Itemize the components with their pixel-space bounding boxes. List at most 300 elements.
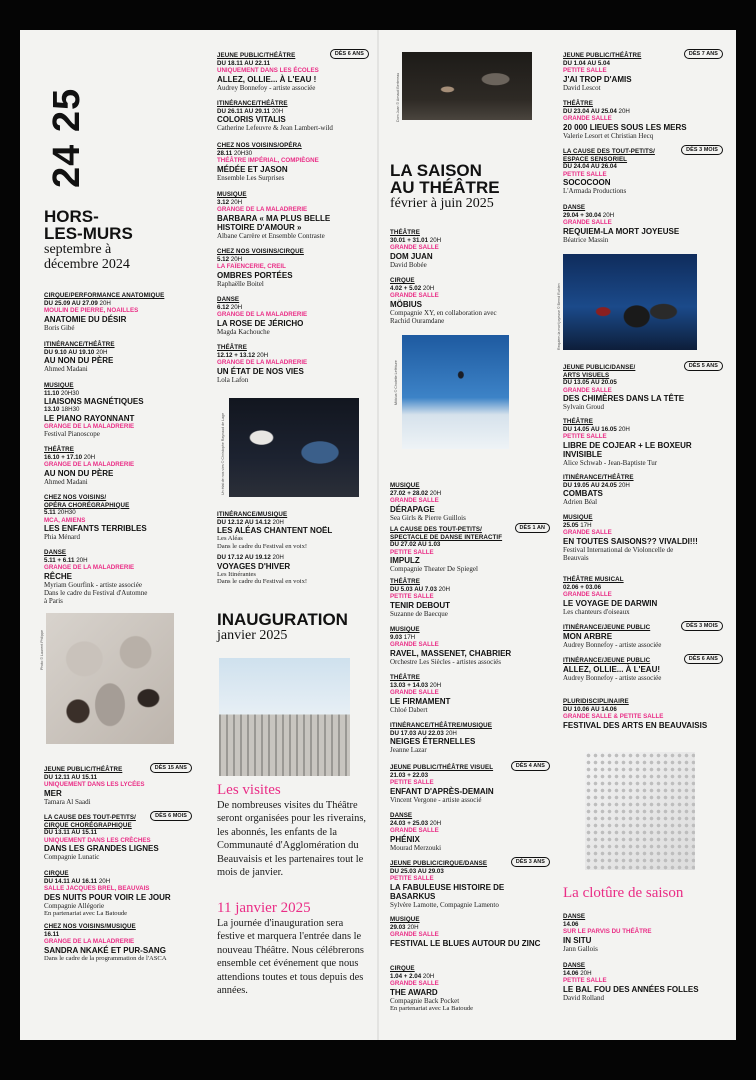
cloture-events-1-time: 20H xyxy=(580,969,592,977)
event-reche xyxy=(44,549,192,605)
col4-1-venue: GRANDE SALLE xyxy=(563,115,612,123)
event-medee-jason xyxy=(217,142,369,182)
col2-5-credit: Magda Kachouche xyxy=(217,327,270,336)
photo-white-pattern xyxy=(585,752,695,870)
col1-0-cat: CIRQUE/PERFORMANCE ANATOMIQUE xyxy=(44,292,165,299)
col3b-7-date: 24.03 + 25.03 xyxy=(390,819,429,827)
col1-3-title: AU NON DU PÈRE xyxy=(44,468,114,478)
col1-0-title: ANATOMIE DU DÉSIR xyxy=(44,314,127,324)
col3b-1-badge: DÈS 1 AN xyxy=(515,523,550,533)
col1-4-credit: Phia Ménard xyxy=(44,533,80,542)
col1b-1-badge: DÈS 6 MOIS xyxy=(150,811,192,821)
col2-0-title: ALLEZ, OLLIE... À L'EAU ! xyxy=(217,74,317,84)
col1-3-time: 20H xyxy=(83,453,96,461)
col1b-2-title: DES NUITS POUR VOIR LE JOUR xyxy=(44,892,171,902)
col4b-3-cat: MUSIQUE xyxy=(563,514,593,521)
col1b-1-venue: UNIQUEMENT DANS LES CRÈCHES xyxy=(44,836,151,844)
col2-6-cat: THÉÂTRE xyxy=(217,344,247,351)
col4b-7-title: FESTIVAL DES ARTS EN BEAUVAISIS xyxy=(563,720,708,730)
col1b-2-date: DU 14.11 AU 16.11 xyxy=(44,877,98,885)
event-enfant-apres-demain xyxy=(390,764,550,804)
col4b-2-title: COMBATS xyxy=(563,489,603,499)
col3b-10-date: 1.04 + 2.04 xyxy=(390,972,422,980)
event-grandes-lignes xyxy=(44,814,192,862)
col4b-6-title: ALLEZ, OLLIE... À L'EAU! xyxy=(563,664,661,674)
col2b-0-title: LES ALÉAS CHANTENT NOËL xyxy=(217,526,333,536)
col2-0-credit: Audrey Bonnefoy - artiste associée xyxy=(217,83,316,92)
col3b-10-note1: En partenariat avec La Batoude xyxy=(390,1004,474,1012)
col3b-10-time: 20H xyxy=(422,972,435,980)
hors-les-murs-header xyxy=(44,208,192,272)
event-blues-zinc xyxy=(390,916,550,948)
col4b-6-badge: DÈS 6 ANS xyxy=(684,654,723,664)
inauguration-date-heading: 11 janvier 2025 xyxy=(217,900,311,916)
col1-2-cat: MUSIQUE xyxy=(44,382,74,389)
event-phenix xyxy=(390,812,550,852)
col1-2-venue: GRANGE DE LA MALADRERIE xyxy=(44,422,135,430)
event-trop-damis xyxy=(563,52,723,92)
col1-2-date: 11.10 xyxy=(44,389,60,397)
col4-3-time: 20H xyxy=(602,211,615,219)
event-etat-de-nos-vies xyxy=(217,344,369,384)
col4-2-cat2: ESPACE SENSORIEL xyxy=(563,155,628,163)
col4b-4-cat: THÉÂTRE MUSICAL xyxy=(563,576,624,583)
col4b-4-date: 02.06 + 03.06 xyxy=(563,583,602,591)
photo_credits-p3: Dom Juan © Arnaud Bertereau xyxy=(396,72,400,122)
col3b-3-time: 17H xyxy=(403,633,416,641)
col1-1-time: 20H xyxy=(96,348,108,356)
col3b-8-date: DU 25.03 AU 29.03 xyxy=(390,867,444,875)
col1b-3-title: SANDRA NKAKÉ ET PUR-SANG xyxy=(44,945,166,955)
col4b-0-cat2: ARTS VISUELS xyxy=(563,371,610,379)
col4b-1-date: DU 14.05 AU 16.05 xyxy=(563,425,617,433)
visites-heading: Les visites xyxy=(217,782,281,798)
event-ravel xyxy=(390,626,550,666)
col3b-6-venue: PETITE SALLE xyxy=(390,779,434,787)
col3b-8-title: LA FABULEUSE HISTOIRE DE BASARKUS xyxy=(390,882,505,901)
col3b-2-time: 20H xyxy=(438,585,450,593)
col4b-1-credit: Alice Schwab - Jean-Baptiste Tur xyxy=(563,458,658,467)
col2b-0-date: DU 12.12 AU 14.12 xyxy=(217,518,271,526)
col4b-0-badge: DÈS 5 ANS xyxy=(684,361,723,371)
col1-4-cat2: OPÉRA CHORÉGRAPHIQUE xyxy=(44,501,130,509)
col3b-2-cat: THÉÂTRE xyxy=(390,578,420,585)
col4-3-venue: GRANDE SALLE xyxy=(563,219,612,227)
col4-2-cat: LA CAUSE DES TOUT-PETITS/ xyxy=(563,148,655,155)
col2-6-credit: Lola Lafon xyxy=(217,375,249,384)
col2-4-credit: Raphaëlle Boitel xyxy=(217,279,264,288)
col1b-0-date: DU 12.11 AU 15.11 xyxy=(44,773,98,781)
col3b-9-title: FESTIVAL LE BLUES AUTOUR DU ZINC xyxy=(390,938,541,948)
col1b-3-venue: GRANGE DE LA MALADRERIE xyxy=(44,938,135,946)
col3b-7-time: 20H xyxy=(429,819,442,827)
col1-5-date: 5.11 + 6.11 xyxy=(44,556,75,564)
col2-1-credit: Catherine Lefeuvre & Jean Lambert-wild xyxy=(217,124,333,133)
photo-dom-juan xyxy=(402,52,532,120)
cloture-events-1-title: LE BAL FOU DES ANNÉES FOLLES xyxy=(563,984,699,994)
column-hors-les-murs-2 xyxy=(217,30,369,1040)
col4b-1-time: 20H xyxy=(618,425,630,433)
col3b-7-venue: GRANDE SALLE xyxy=(390,827,439,835)
col1-3-credit: Ahmed Madani xyxy=(44,477,88,486)
col3b-1-credit: Compagnie Theater De Spiegel xyxy=(390,565,478,574)
event-aleas-noel xyxy=(217,511,369,550)
cloture-events-1-date: 14.06 xyxy=(563,969,579,977)
col1b-1-title: DANS LES GRANDES LIGNES xyxy=(44,844,159,854)
col3b-3-cat: MUSIQUE xyxy=(390,626,420,633)
col2-2-time: 20H30 xyxy=(233,149,253,157)
col4b-1-title: LIBRE DE COJEAR + LE BOXEUR INVISIBLE xyxy=(563,440,692,459)
col4-2-venue: PETITE SALLE xyxy=(563,170,607,178)
cloture-events-0-date: 14.06 xyxy=(563,920,579,928)
col2-5-title: LA ROSE DE JÉRICHO xyxy=(217,318,304,328)
col4b-7-date: DU 10.06 AU 14.06 xyxy=(563,705,617,713)
col4-3-credit: Béatrice Massin xyxy=(563,235,609,244)
col2-4-venue: LA FAÏENCERIE, CREIL xyxy=(217,263,286,271)
col4-0-credit: David Lescot xyxy=(563,83,601,92)
col3b-4-venue: GRANDE SALLE xyxy=(390,689,439,697)
event-vivaldi xyxy=(563,514,723,562)
col3b-1-cat: LA CAUSE DES TOUT-PETITS/ xyxy=(390,526,482,533)
cloture-events-0-credit: Jann Gallois xyxy=(563,944,598,953)
cloture-events-1-venue: PETITE SALLE xyxy=(563,977,607,985)
col3b-5-credit: Jeanne Lazar xyxy=(390,746,427,755)
col1-0-time: 20H xyxy=(99,299,111,307)
col4-3-date: 29.04 + 30.04 xyxy=(563,211,602,219)
col2-1-time: 20H xyxy=(271,107,284,115)
event-neiges-eternelles xyxy=(390,722,550,754)
col2-1-cat: ITINÉRANCE/THÉÂTRE xyxy=(217,100,288,107)
event-coloris-vitalis xyxy=(217,100,369,132)
col2b-1-time: 20H xyxy=(272,554,284,561)
photo-requiem xyxy=(563,254,697,350)
col2-6-time: 20H xyxy=(256,351,269,359)
col2-6-venue: GRANGE DE LA MALADRERIE xyxy=(217,359,308,367)
col3b-7-cat: DANSE xyxy=(390,812,413,819)
col2-6-title: UN ÉTAT DE NOS VIES xyxy=(217,366,304,376)
cloture-events-0-cat: DANSE xyxy=(563,913,586,920)
col1-1-cat: ITINÉRANCE/THÉÂTRE xyxy=(44,341,115,348)
col4-0-date: DU 1.04 AU 5.04 xyxy=(563,59,610,67)
col4b-0-cat: JEUNE PUBLIC/DANSE/ xyxy=(563,364,636,371)
col1-4-title: LES ENFANTS TERRIBLES xyxy=(44,524,147,534)
col1-4-cat: CHEZ NOS VOISINS/ xyxy=(44,494,107,501)
saison-header xyxy=(390,162,550,211)
col3b-4-credit: Chloé Dabert xyxy=(390,705,428,714)
event-au-non-du-pere-2 xyxy=(44,446,192,486)
col2-1-date: DU 26.11 AU 29.11 xyxy=(217,107,271,115)
col3b-6-credit: Vincent Vergone - artiste associé xyxy=(390,795,482,804)
column-hors-les-murs xyxy=(40,30,192,1040)
inauguration-day-block xyxy=(217,900,369,997)
col4b-7-venue: GRANDE SALLE & PETITE SALLE xyxy=(563,713,664,721)
event-combats xyxy=(563,474,723,506)
col3b-8-cat: JEUNE PUBLIC/CIRQUE/DANSE xyxy=(390,860,488,867)
col4b-6-credit: Audrey Bonnefoy - artiste associée xyxy=(563,673,662,682)
event-requiem xyxy=(563,204,723,244)
event-au-non-du-pere-1 xyxy=(44,341,192,373)
col1-5-venue: GRANGE DE LA MALADRERIE xyxy=(44,564,135,572)
col2-3-date: 3.12 xyxy=(217,198,230,206)
event-tenir-debout xyxy=(390,578,550,618)
col2-0-badge: DÈS 6 ANS xyxy=(330,49,369,59)
hors-les-murs-subtitle-2: décembre 2024 xyxy=(44,257,130,272)
col4-1-title: 20 000 LIEUES SOUS LES MERS xyxy=(563,122,687,132)
col3b-4-cat: THÉÂTRE xyxy=(390,674,420,681)
col4b-5-title: MON ARBRE xyxy=(563,631,613,641)
col3b-5-title: NEIGES ÉTERNELLES xyxy=(390,737,476,747)
col3-1-title: MÖBIUS xyxy=(390,299,422,309)
col2b-1-date: DU 17.12 AU 19.12 xyxy=(217,554,271,561)
col3b-8-badge: DÈS 3 ANS xyxy=(511,857,550,867)
cloture-heading: La clotûre de saison xyxy=(563,885,684,901)
col2-3-venue: GRANGE DE LA MALADRERIE xyxy=(217,206,308,214)
col1b-2-credit: Compagnie Allégorie xyxy=(44,901,105,910)
col3b-3-date: 9.03 xyxy=(390,633,403,641)
col2-2-credit: Ensemble Les Surprises xyxy=(217,173,285,182)
col4b-2-time: 20H xyxy=(618,481,630,489)
visites-block xyxy=(217,782,369,879)
col1b-2-time: 20H xyxy=(98,877,111,885)
col2-6-date: 12.12 + 13.12 xyxy=(217,351,256,359)
event-dom-juan xyxy=(390,229,550,269)
inauguration-subtitle: janvier 2025 xyxy=(217,628,288,643)
col4-3-title: REQUIEM-LA MORT JOYEUSE xyxy=(563,226,680,236)
visites-text: De nombreuses visites du Théâtre seront organisées pour les riverains, les abonnés, les enfants de la Communauté d'Agglomération du Beauvaisis et les partenaires tout le mois de janvier. xyxy=(217,800,366,879)
cloture-events-1-cat: DANSE xyxy=(563,962,586,969)
col1-1-credit: Ahmed Madani xyxy=(44,365,88,374)
photo_credits-p1: Photo © Laurent Philippe xyxy=(40,629,44,670)
col4b-4-title: LE VOYAGE DE DARWIN xyxy=(563,598,658,608)
col2-4-cat: CHEZ NOS VOISINS/CIRQUE xyxy=(217,248,304,255)
event-enfants-terribles xyxy=(44,494,192,542)
event-bal-fou xyxy=(563,962,723,1002)
col1b-2-venue: SALLE JACQUES BREL, BEAUVAIS xyxy=(44,885,150,893)
col1-0-credit: Boris Gibé xyxy=(44,323,75,332)
col3b-9-cat: MUSIQUE xyxy=(390,916,420,923)
col1-2-title: LIAISONS MAGNÉTIQUES xyxy=(44,397,144,407)
event-musique-pianoscope xyxy=(44,382,192,439)
event-rose-jericho xyxy=(217,296,369,336)
event-sococoon xyxy=(563,148,723,196)
col3b-0-credit: Sea Girls & Pierre Guillois xyxy=(390,513,466,522)
col3b-10-cat: CIRQUE xyxy=(390,965,415,972)
col3b-1-cat2: SPECTACLE DE DANSE INTERACTIF xyxy=(390,533,503,541)
col1b-1-date: DU 13.11 AU 15.11 xyxy=(44,829,98,837)
event-basarkus xyxy=(390,860,550,909)
col4b-2-cat: ITINÉRANCE/THÉÂTRE xyxy=(563,474,634,481)
col3b-9-date: 29.03 xyxy=(390,923,406,931)
col4-0-venue: PETITE SALLE xyxy=(563,67,607,75)
photo-theatre-building xyxy=(219,658,350,776)
fold-line xyxy=(377,30,379,1040)
col3b-0-title: DÉRAPAGE xyxy=(390,504,435,514)
cloture-events-0-title: IN SITU xyxy=(563,935,592,945)
col3b-8-venue: PETITE SALLE xyxy=(390,875,434,883)
event-des-nuits xyxy=(44,870,192,918)
col3b-0-date: 27.02 + 28.02 xyxy=(390,489,429,497)
event-chimeres xyxy=(563,364,723,412)
col4b-1-venue: PETITE SALLE xyxy=(563,433,607,441)
col1b-0-cat: JEUNE PUBLIC/THÉÂTRE xyxy=(44,766,123,773)
event-allez-ollie-itinerance xyxy=(563,657,723,682)
col3b-9-venue: GRANDE SALLE xyxy=(390,931,439,939)
col4b-3-credit: Festival International de Violoncelle de Beauvais xyxy=(563,545,674,562)
event-mon-arbre xyxy=(563,624,723,649)
col1-2-time: 20H30 xyxy=(60,389,80,397)
col3b-10-title: THE AWARD xyxy=(390,987,438,997)
col4b-1-cat: THÉÂTRE xyxy=(563,418,593,425)
col3b-0-venue: GRANDE SALLE xyxy=(390,497,439,505)
photo-mobius xyxy=(402,335,509,449)
col2-2-title: MÉDÉE ET JASON xyxy=(217,164,288,174)
col3b-5-time: 20H xyxy=(445,729,457,737)
col4b-5-cat: ITINÉRANCE/JEUNE PUBLIC xyxy=(563,624,651,631)
event-the-award xyxy=(390,965,550,1013)
saison-title-2: AU THÉÂTRE xyxy=(390,178,500,197)
col1-5-note1: Dans le cadre du Festival d'Automne xyxy=(44,588,148,597)
col2b-0-time: 20H xyxy=(272,518,284,526)
col2-3-time: 20H xyxy=(230,198,243,206)
col4b-5-badge: DÈS 3 MOIS xyxy=(681,621,723,631)
col4b-0-venue: GRANDE SALLE xyxy=(563,386,612,394)
col3-0-credit: David Bobée xyxy=(390,260,427,269)
col2b-1-note1: Les Itinérantes xyxy=(217,570,256,578)
col1-2-title2: LE PIANO RAYONNANT xyxy=(44,413,135,423)
event-mer xyxy=(44,766,192,806)
col3b-4-title: LE FIRMAMENT xyxy=(390,696,451,706)
col1b-2-note1: En partenariat avec La Batoude xyxy=(44,909,128,917)
col1-1-title: AU NON DU PÈRE xyxy=(44,356,114,366)
col3b-4-time: 20H xyxy=(429,681,442,689)
col3b-10-venue: GRANDE SALLE xyxy=(390,980,439,988)
col3-1-cat: CIRQUE xyxy=(390,277,415,284)
col1-5-credit: Myriam Gourfink - artiste associée xyxy=(44,580,142,589)
col2-0-date: DU 18.11 AU 22.11 xyxy=(217,59,271,67)
col1b-3-date: 16.11 xyxy=(44,930,60,938)
col2b-1-note2: Dans le cadre du Festival en voix! xyxy=(217,578,308,586)
col3-0-venue: GRANDE SALLE xyxy=(390,244,439,252)
event-voyage-darwin xyxy=(563,576,723,616)
col4b-5-credit: Audrey Bonnefoy - artiste associée xyxy=(563,640,662,649)
col2-5-cat: DANSE xyxy=(217,296,240,303)
col3b-1-title: IMPULZ xyxy=(390,556,420,566)
cloture-events-1-credit: David Rolland xyxy=(563,993,605,1002)
hors-les-murs-title: HORS- LES-MURS xyxy=(44,207,133,243)
col3b-6-title: ENFANT D'APRÈS-DEMAIN xyxy=(390,786,494,796)
col2-5-time: 20H xyxy=(230,303,243,311)
col4-2-date: DU 24.04 AU 26.04 xyxy=(563,163,617,171)
col2-4-title: OMBRES PORTÉES xyxy=(217,270,293,280)
inauguration-title: INAUGURATION xyxy=(217,610,348,629)
col1-5-note2: à Paris xyxy=(44,597,63,606)
event-barbara xyxy=(217,191,369,240)
col3b-10-credit: Compagnie Back Pocket xyxy=(390,996,460,1005)
event-libre-de-cojear xyxy=(563,418,723,467)
col3-0-title: DOM JUAN xyxy=(390,251,433,261)
col2-0-venue: UNIQUEMENT DANS LES ÉCOLES xyxy=(217,67,319,75)
column-saison-theatre-2 xyxy=(557,30,723,1040)
col2-4-date: 5.12 xyxy=(217,255,230,263)
col3b-0-time: 20H xyxy=(429,489,442,497)
col1-0-venue: MOULIN DE PIERRE, NOAILLES xyxy=(44,307,139,315)
col4-1-date: DU 23.04 AU 25.04 xyxy=(563,107,617,115)
saison-subtitle: février à juin 2025 xyxy=(390,196,494,211)
col1b-0-venue: UNIQUEMENT DANS LES LYCÉES xyxy=(44,781,145,789)
col1-2-credit: Festival Pianoscope xyxy=(44,430,100,439)
inauguration-header xyxy=(217,611,369,643)
col4b-4-venue: GRANDE SALLE xyxy=(563,591,612,599)
event-mobius xyxy=(390,277,550,325)
col3b-3-credit: Orchestre Les Siècles - artistes associés xyxy=(390,657,501,666)
col3b-8-credit: Sylvère Lamotte, Compagnie Lamento xyxy=(390,900,499,909)
event-sandra-nkake xyxy=(44,923,192,962)
col2-1-title: COLORIS VITALIS xyxy=(217,115,286,125)
col3b-0-cat: MUSIQUE xyxy=(390,482,420,489)
col4-3-cat: DANSE xyxy=(563,204,586,211)
col4b-3-venue: GRANDE SALLE xyxy=(563,529,612,537)
col1-2-time2: 18H30 xyxy=(61,406,80,414)
photo_credits-p2: Un état de nos vies © Christophe Raynaud de Lage xyxy=(221,412,225,495)
col4-1-credit: Valerie Lesort et Christian Hecq xyxy=(563,131,654,140)
col3b-6-date: 21.03 + 22.03 xyxy=(390,771,429,779)
col3-1-time: 20H xyxy=(422,284,435,292)
event-impulz xyxy=(390,526,550,574)
col1b-1-cat: LA CAUSE DES TOUT-PETITS/ xyxy=(44,814,136,821)
col4b-2-credit: Adrien Béal xyxy=(563,498,598,507)
event-voyages-hiver xyxy=(217,554,369,586)
col3-1-date: 4.02 + 5.02 xyxy=(390,284,422,292)
col1b-1-credit: Compagnie Lunatic xyxy=(44,853,100,862)
col3b-1-venue: PETITE SALLE xyxy=(390,548,434,556)
col3-1-credit: Compagnie XY, en collaboration avec Rachid Ouramdane xyxy=(390,308,497,325)
col2-3-title: BARBARA « MA PLUS BELLE HISTOIRE D'AMOUR » xyxy=(217,213,331,232)
col2-0-cat: JEUNE PUBLIC/THÉÂTRE xyxy=(217,52,296,59)
col1-2-date2: 13.10 xyxy=(44,406,60,414)
col2-2-cat: CHEZ NOS VOISINS/OPÉRA xyxy=(217,142,302,149)
col2-3-cat: MUSIQUE xyxy=(217,191,247,198)
col4-0-badge: DÈS 7 ANS xyxy=(684,49,723,59)
col4b-3-title: EN TOUTES SAISONS?? VIVALDI!!! xyxy=(563,536,698,546)
inauguration-day-text: La journée d'inauguration sera festive et marquera l'entrée dans le nouveau Théâtre. Nous célébrerons ensemble cet événement que nous attendions toutes et tous depuis des années. xyxy=(217,918,364,997)
col2b-0-note2: Dans le cadre du Festival en voix! xyxy=(217,542,308,550)
col2-5-venue: GRANGE DE LA MALADRERIE xyxy=(217,311,308,319)
col3b-6-badge: DÈS 4 ANS xyxy=(511,761,550,771)
col4b-3-date: 25.05 xyxy=(563,521,579,529)
col1-4-time: 20H30 xyxy=(57,509,76,517)
col3b-1-date: DU 27.02 AU 1.03 xyxy=(390,541,441,549)
col3b-2-credit: Suzanne de Baecque xyxy=(390,609,448,618)
column-saison-theatre xyxy=(390,30,550,1040)
season-year: 24 25 xyxy=(46,87,88,188)
col1-3-date: 16.10 + 17.10 xyxy=(44,453,83,461)
col4b-6-cat: ITINÉRANCE/JEUNE PUBLIC xyxy=(563,657,651,664)
col2b-1-title: VOYAGES D'HIVER xyxy=(217,561,291,571)
event-anatomie xyxy=(44,292,192,332)
col4-2-badge: DÈS 3 MOIS xyxy=(681,145,723,155)
col4-0-title: J'AI TROP D'AMIS xyxy=(563,74,632,84)
col1b-0-badge: DÈS 15 ANS xyxy=(150,763,192,773)
col4b-0-date: DU 13.05 AU 20.05 xyxy=(563,379,617,387)
col1b-1-cat2: CIRQUE CHORÉGRAPHIQUE xyxy=(44,821,132,829)
col4-2-credit: L'Armada Productions xyxy=(563,187,627,196)
photo_credits-p5: Requiem-la mort joyeuse © Bernd Ruhlen xyxy=(557,283,561,350)
col1-1-date: DU 9.10 AU 19.10 xyxy=(44,348,95,356)
col1-5-cat: DANSE xyxy=(44,549,67,556)
col3-0-cat: THÉÂTRE xyxy=(390,229,420,236)
col3b-2-date: DU 5.03 AU 7.03 xyxy=(390,585,437,593)
col1-3-venue: GRANGE DE LA MALADRERIE xyxy=(44,461,135,469)
